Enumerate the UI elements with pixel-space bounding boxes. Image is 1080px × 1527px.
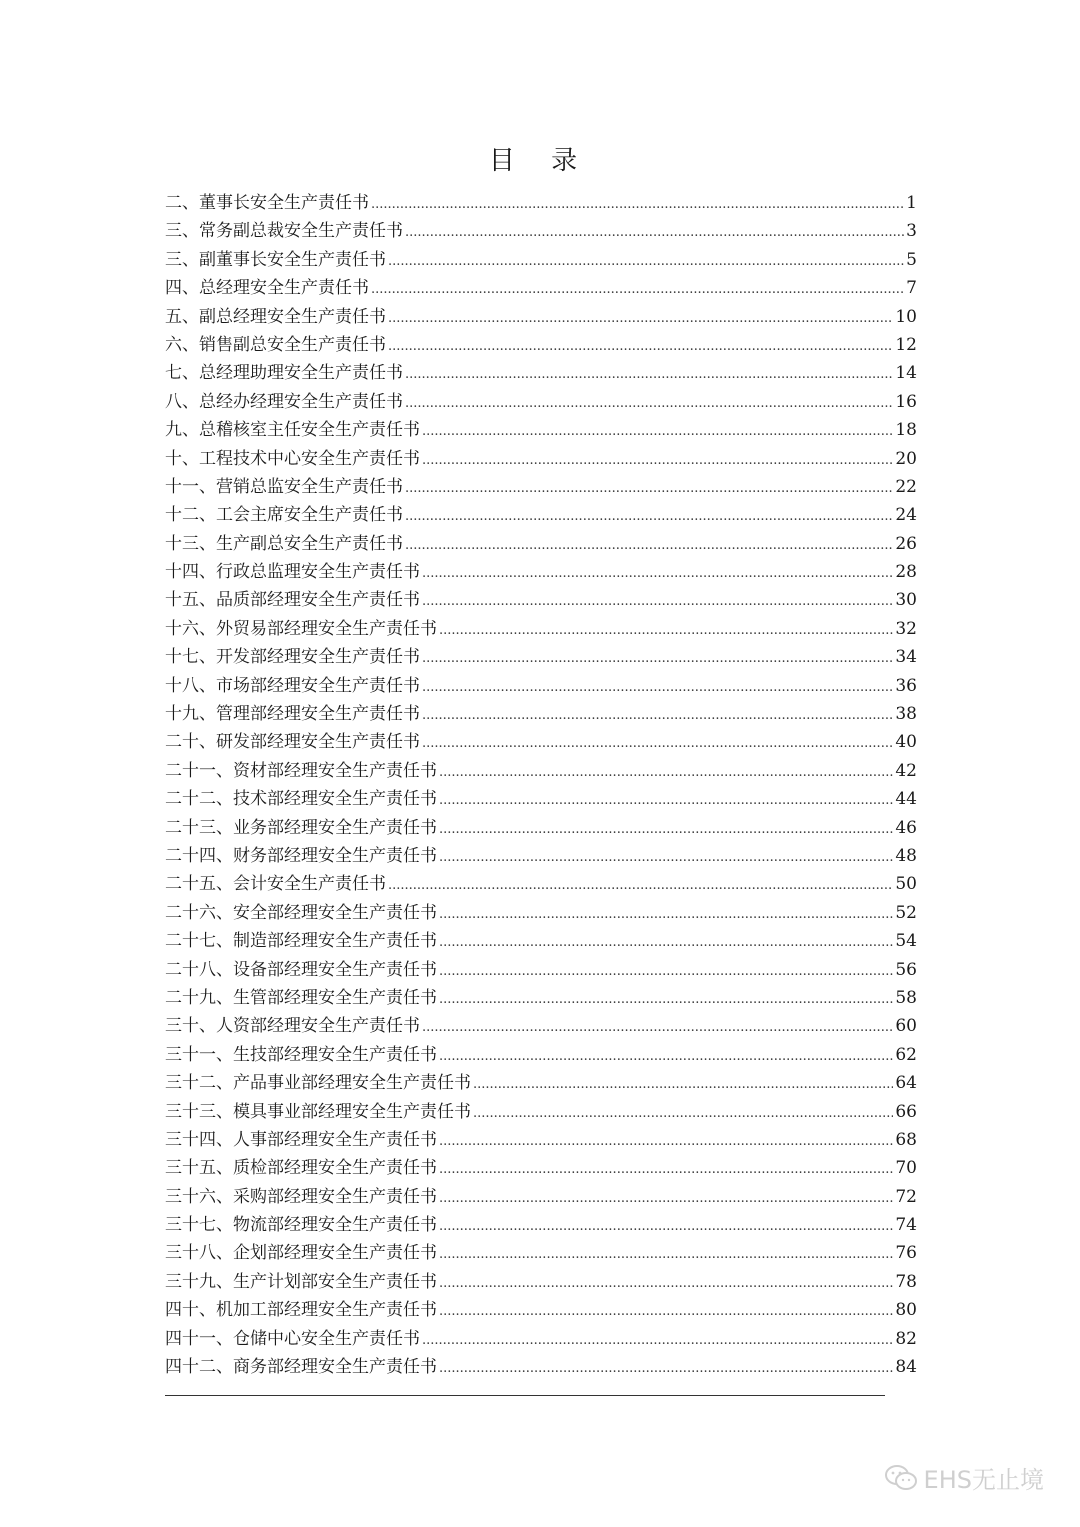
toc-entry-page-number: 54 [895,931,917,952]
toc-entry[interactable] [165,757,917,785]
toc-entry[interactable] [165,1268,917,1296]
toc-entry-label: 二十六、安全部经理安全生产责任书 [165,902,437,923]
toc-entry-page-number: 28 [895,562,917,583]
toc-entry[interactable] [165,643,917,671]
watermark [884,1460,1044,1495]
toc-entry-label: 十八、市场部经理安全生产责任书 [165,675,420,696]
toc-entry-page-number: 46 [895,817,917,838]
toc-entry-page-number: 14 [895,363,917,384]
toc-entry-label: 二十、研发部经理安全生产责任书 [165,732,420,753]
toc-entry[interactable] [165,1154,917,1182]
toc-entry-page-number: 68 [895,1129,917,1150]
toc-entry[interactable] [165,416,917,444]
toc-entry-label: 二、董事长安全生产责任书 [165,193,369,213]
toc-entry-label: 二十一、资材部经理安全生产责任书 [165,760,437,781]
toc-entry-page-number: 72 [895,1186,917,1207]
toc-entry-label: 三十四、人事部经理安全生产责任书 [165,1129,437,1150]
toc-entry-label: 二十四、财务部经理安全生产责任书 [165,845,437,866]
toc-entry[interactable] [165,359,917,387]
toc-entry[interactable] [165,1183,917,1211]
toc-leader-dots [388,248,904,276]
toc-entry-page-number: 78 [895,1271,917,1292]
toc-entry-label: 二十八、设备部经理安全生产责任书 [165,959,437,980]
toc-entry[interactable] [165,1069,917,1097]
toc-entry-label: 十五、品质部经理安全生产责任书 [165,590,420,611]
toc-entry-label: 三十六、采购部经理安全生产责任书 [165,1186,437,1207]
toc-leader-dots [422,702,893,730]
toc-entry[interactable] [165,1353,917,1381]
toc-entry-label: 十二、工会主席安全生产责任书 [165,505,403,526]
toc-entry-page-number: 66 [895,1101,917,1122]
toc-entry-label: 四、总经理安全生产责任书 [165,278,369,299]
toc-leader-dots [405,361,893,389]
toc-entry-page-number: 18 [895,420,917,441]
toc-leader-dots [439,986,893,1014]
toc-leader-dots [439,617,893,645]
toc-leader-dots [405,532,893,560]
toc-entry[interactable] [165,1296,917,1324]
toc-entry-label: 三十七、物流部经理安全生产责任书 [165,1215,437,1236]
toc-entry[interactable] [165,700,917,728]
toc-leader-dots [439,1185,893,1213]
toc-entry-page-number: 60 [895,1016,917,1037]
toc-entry[interactable] [165,1325,917,1353]
toc-entry[interactable] [165,672,917,700]
toc-entry-label: 二十三、业务部经理安全生产责任书 [165,817,437,838]
toc-entry[interactable] [165,956,917,984]
toc-entry-label: 十、工程技术中心安全生产责任书 [165,448,420,469]
toc-entry-label: 三、常务副总裁安全生产责任书 [165,221,403,242]
toc-entry-label: 十七、开发部经理安全生产责任书 [165,647,420,668]
toc-entry-label: 七、总经理助理安全生产责任书 [165,363,403,384]
toc-leader-dots [405,219,904,247]
toc-entry[interactable] [165,501,917,529]
toc-leader-dots [439,816,893,844]
toc-entry-page-number: 12 [895,334,917,355]
toc-entry[interactable] [165,870,917,898]
toc-leader-dots [439,1213,893,1241]
toc-entry[interactable] [165,899,917,927]
toc-entry-label: 三十一、生技部经理安全生产责任书 [165,1044,437,1065]
toc-leader-dots [473,1071,893,1099]
toc-entry-label: 二十七、制造部经理安全生产责任书 [165,931,437,952]
toc-leader-dots [422,588,893,616]
toc-leader-dots [405,503,893,531]
toc-entry-label: 二十九、生管部经理安全生产责任书 [165,987,437,1008]
toc-entry[interactable] [165,189,917,217]
toc-entry-label: 三十九、生产计划部安全生产责任书 [165,1271,437,1292]
toc-entry[interactable] [165,530,917,558]
toc-entry[interactable] [165,842,917,870]
toc-entry-page-number: 48 [895,845,917,866]
page-title: 目 录 [488,146,592,176]
toc-entry-label: 十三、生产副总安全生产责任书 [165,533,403,554]
toc-leader-dots [439,1043,893,1071]
toc-entry[interactable] [165,274,917,302]
watermark-text: EHS无止境 [923,1466,1044,1494]
toc-entry[interactable] [165,1098,917,1126]
toc-entry-page-number: 38 [895,704,917,725]
toc-entry[interactable] [165,728,917,756]
toc-entry-page-number: 1 [906,193,917,213]
toc-entry-page-number: 30 [895,590,917,611]
toc-entry-page-number: 74 [895,1215,917,1236]
toc-leader-dots [439,787,893,815]
toc-leader-dots [439,901,893,929]
toc-entry-page-number: 62 [895,1044,917,1065]
toc-leader-dots [422,1014,893,1042]
toc-leader-dots [439,1156,893,1184]
toc-entry-label: 三、副董事长安全生产责任书 [165,249,386,270]
toc-entry-label: 八、总经办经理安全生产责任书 [165,391,403,412]
toc-entry[interactable] [165,331,917,359]
toc-entry-label: 三十五、质检部经理安全生产责任书 [165,1158,437,1179]
toc-leader-dots [422,447,893,475]
toc-entry-label: 四十、机加工部经理安全生产责任书 [165,1300,437,1321]
toc-leader-dots [439,844,893,872]
toc-entry-page-number: 40 [895,732,917,753]
toc-entry-label: 二十二、技术部经理安全生产责任书 [165,789,437,810]
toc-entry-label: 四十二、商务部经理安全生产责任书 [165,1357,437,1378]
toc-entry[interactable] [165,814,917,842]
toc-leader-dots [371,191,904,219]
toc-entry-label: 九、总稽核室主任安全生产责任书 [165,420,420,441]
toc-leader-dots [388,333,893,361]
toc-leader-dots [405,475,893,503]
toc-leader-dots [422,645,893,673]
toc-entry-label: 三十二、产品事业部经理安全生产责任书 [165,1073,471,1094]
toc-entry[interactable] [165,1012,917,1040]
toc-leader-dots [388,305,893,333]
toc-leader-dots [422,674,893,702]
bottom-divider [165,1395,885,1396]
toc-entry[interactable] [165,1239,917,1267]
toc-entry-label: 十九、管理部经理安全生产责任书 [165,704,420,725]
toc-leader-dots [439,1355,893,1383]
toc-leader-dots [439,958,893,986]
toc-entry[interactable] [165,388,917,416]
toc-leader-dots [371,276,904,304]
toc-leader-dots [422,730,893,758]
toc-entry-page-number: 42 [895,760,917,781]
toc-entry-page-number: 70 [895,1158,917,1179]
toc-entry[interactable] [165,984,917,1012]
toc-entry-page-number: 76 [895,1243,917,1264]
toc-leader-dots [439,759,893,787]
toc-entry-page-number: 52 [895,902,917,923]
toc-leader-dots [439,1270,893,1298]
wechat-icon [884,1464,918,1492]
toc-entry-page-number: 7 [906,278,917,299]
toc-entry-page-number: 24 [895,505,917,526]
toc-leader-dots [439,1241,893,1269]
toc-leader-dots [405,390,893,418]
toc-entry-page-number: 36 [895,675,917,696]
toc-leader-dots [388,872,893,900]
toc-entry-page-number: 50 [895,874,917,895]
toc-entry-label: 三十三、模具事业部经理安全生产责任书 [165,1101,471,1122]
toc-entry-page-number: 44 [895,789,917,810]
toc-entry-label: 十一、营销总监安全生产责任书 [165,476,403,497]
toc-leader-dots [473,1100,893,1128]
toc-entry[interactable] [165,615,917,643]
table-of-contents [165,189,917,1381]
toc-entry-page-number: 20 [895,448,917,469]
toc-entry-label: 五、副总经理安全生产责任书 [165,306,386,327]
toc-entry[interactable] [165,1041,917,1069]
toc-leader-dots [439,1298,893,1326]
toc-entry-page-number: 3 [906,221,917,242]
toc-entry[interactable] [165,445,917,473]
toc-entry-page-number: 80 [895,1300,917,1321]
toc-entry[interactable] [165,303,917,331]
toc-entry[interactable] [165,246,917,274]
toc-entry-label: 四十一、仓储中心安全生产责任书 [165,1328,420,1349]
toc-entry-page-number: 56 [895,959,917,980]
toc-leader-dots [439,1128,893,1156]
toc-entry-page-number: 84 [895,1357,917,1378]
toc-entry-label: 二十五、会计安全生产责任书 [165,874,386,895]
toc-entry-label: 三十、人资部经理安全生产责任书 [165,1016,420,1037]
toc-leader-dots [439,929,893,957]
toc-leader-dots [422,1327,893,1355]
toc-entry-label: 十四、行政总监理安全生产责任书 [165,562,420,583]
toc-entry-page-number: 10 [895,306,917,327]
toc-entry-label: 六、销售副总安全生产责任书 [165,334,386,355]
toc-entry-page-number: 32 [895,618,917,639]
toc-entry-page-number: 5 [906,249,917,270]
toc-entry[interactable] [165,785,917,813]
toc-entry-page-number: 16 [895,391,917,412]
toc-entry-page-number: 22 [895,476,917,497]
toc-leader-dots [422,418,893,446]
toc-entry[interactable] [165,586,917,614]
toc-entry-label: 十六、外贸易部经理安全生产责任书 [165,618,437,639]
toc-entry-page-number: 64 [895,1073,917,1094]
toc-entry[interactable] [165,927,917,955]
toc-entry[interactable] [165,473,917,501]
toc-entry-page-number: 34 [895,647,917,668]
toc-leader-dots [422,560,893,588]
toc-entry[interactable] [165,1211,917,1239]
toc-entry[interactable] [165,558,917,586]
toc-entry[interactable] [165,217,917,245]
toc-entry-page-number: 82 [895,1328,917,1349]
toc-entry-page-number: 58 [895,987,917,1008]
toc-entry-page-number: 26 [895,533,917,554]
toc-entry-label: 三十八、企划部经理安全生产责任书 [165,1243,437,1264]
toc-entry[interactable] [165,1126,917,1154]
